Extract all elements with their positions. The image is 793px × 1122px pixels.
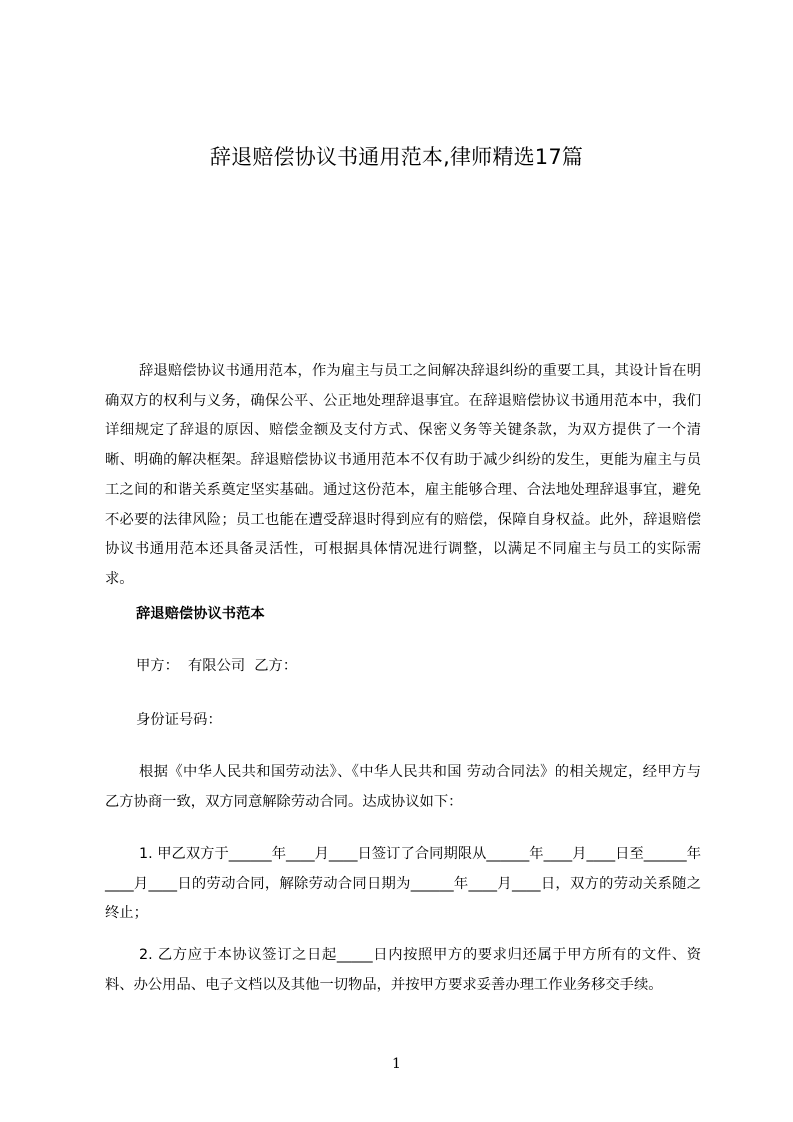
clause-2-paragraph: 2. 乙方应于本协议签订之日起_____日内按照甲方的要求归还属于甲方所有的文件、资料、办公用品、电子文档以及其他一切物品，并按甲方要求妥善办理工作业务移交手续。 bbox=[105, 947, 701, 993]
section-heading: 辞退赔偿协议书范本 bbox=[136, 606, 265, 622]
page-number: 1 bbox=[392, 1056, 401, 1072]
intro-paragraph: 辞退赔偿协议书通用范本，作为雇主与员工之间解决辞退纠纷的重要工具，其设计旨在明确双方的权利与义务，确保公平、公正地处理辞退事宜。在辞退赔偿协议书通用范本中，我们详细规定了辞退的原因、赔偿金额及支付方式、保密义务等关键条款，为双方提供了一个清晰、明确的解决框架。辞退赔偿协议书通用范本不仅有助于减少纠纷的发生，更能为雇主与员工之间的和谐关系奠定坚实基础。通过这份范本，雇主能够合理、合法地处理辞退事宜，避免不必要的法律风险；员工也能在遭受辞退时得到应有的赔偿，保障自身权益。此外，辞退赔偿协议书通用范本还具备灵活性，可根据具体情况进行调整，以满足不同雇主与员工的实际需求。 bbox=[105, 363, 701, 587]
document-title: 辞退赔偿协议书通用范本,律师精选17篇 bbox=[209, 145, 584, 169]
legal-basis-paragraph: 根据《中华人民共和国劳动法》、《中华人民共和国 劳动合同法》的相关规定，经甲方与乙方协商一致，双方同意解除劳动合同。达成协议如下： bbox=[105, 764, 701, 810]
party-line: 甲方： 有限公司 乙方： bbox=[136, 658, 298, 674]
clause-1-paragraph: 1. 甲乙双方于______年____月____日签订了合同期限从______年____月____日至______年____月____日的劳动合同，解除劳动合同日期为______年____月____日，双方的劳动关系随之终止； bbox=[105, 846, 701, 922]
id-number-line: 身份证号码： bbox=[136, 712, 222, 728]
